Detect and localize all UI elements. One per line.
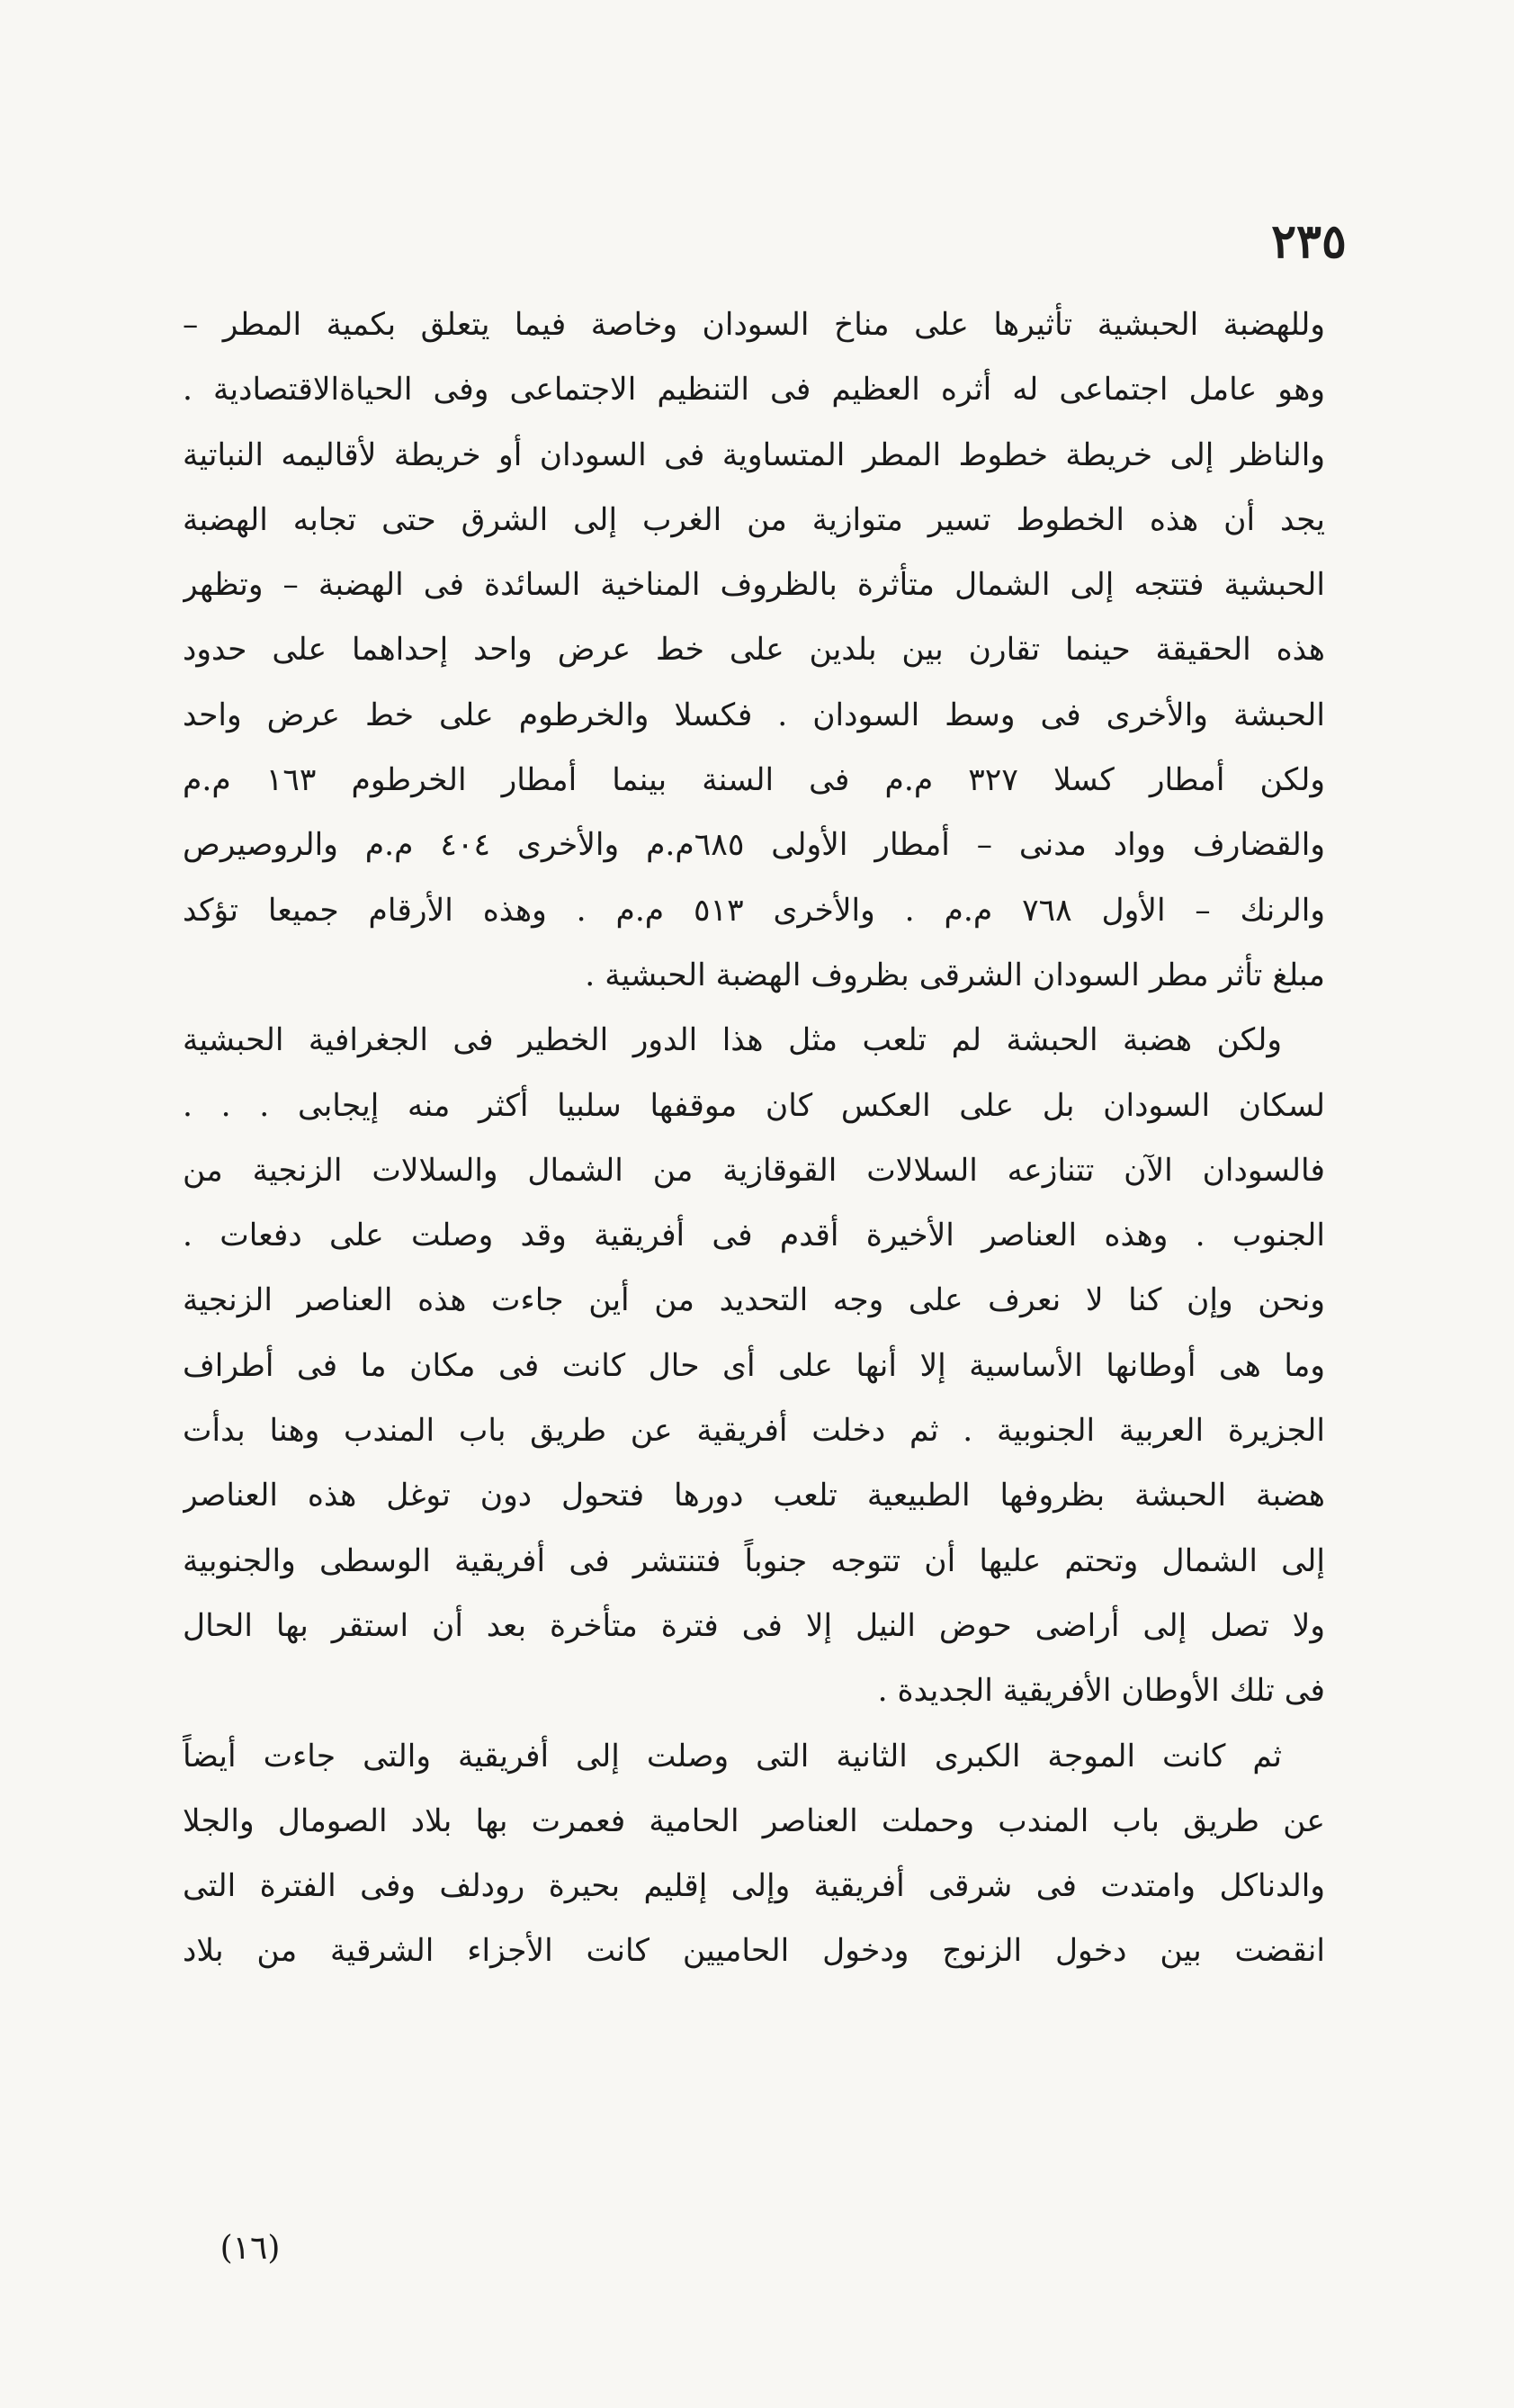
text-line: الجنوب . وهذه العناصر الأخيرة أقدم فى أفريقية وقد وصلت على دفعات . [183, 1217, 1325, 1254]
text-line: فالسودان الآن تتنازعه السلالات القوقازية من الشمال والسلالات الزنجية من [183, 1152, 1325, 1189]
text-line: الحبشة والأخرى فى وسط السودان . فكسلا والخرطوم على خط عرض واحد [183, 696, 1325, 733]
text-line: يجد أن هذه الخطوط تسير متوازية من الغرب إلى الشرق حتى تجابه الهضبة [183, 501, 1325, 538]
text-line: ونحن وإن كنا لا نعرف على وجه التحديد من أين جاءت هذه العناصر الزنجية [183, 1282, 1325, 1319]
text-line: فى تلك الأوطان الأفريقية الجديدة . [877, 1673, 1325, 1710]
text-line: عن طريق باب المندب وحملت العناصر الحامية فعمرت بها بلاد الصومال والجلا [183, 1802, 1325, 1839]
text-line: ثم كانت الموجة الكبرى الثانية التى وصلت إلى أفريقية والتى جاءت أيضاً [183, 1738, 1282, 1775]
text-line: الحبشية فتتجه إلى الشمال متأثرة بالظروف المناخية السائدة فى الهضبة – وتظهر [183, 567, 1325, 604]
text-line: وللهضبة الحبشية تأثيرها على مناخ السودان وخاصة فيما يتعلق بكمية المطر – [183, 307, 1325, 343]
text-line: الجزيرة العربية الجنوبية . ثم دخلت أفريقية عن طريق باب المندب وهنا بدأت [183, 1413, 1325, 1450]
text-line: مبلغ تأثر مطر السودان الشرقى بظروف الهضبة الحبشية . [585, 957, 1325, 993]
page-number: ٢٣٥ [1271, 214, 1347, 269]
text-line: والقضارف وواد مدنى – أمطار الأولى ٦٨٥م.م والأخرى ٤٠٤ م.م والروصيرص [183, 827, 1325, 864]
text-line: والناظر إلى خريطة خطوط المطر المتساوية فى السودان أو خريطة لأقاليمه النباتية [183, 436, 1325, 473]
text-line: انقضت بين دخول الزنوج ودخول الحاميين كانت الأجزاء الشرقية من بلاد [183, 1933, 1325, 1970]
signature-mark: (١٦) [219, 2230, 281, 2267]
text-line: ولكن هضبة الحبشة لم تلعب مثل هذا الدور الخطير فى الجغرافية الحبشية [183, 1022, 1282, 1059]
text-line: والدناكل وامتدت فى شرقى أفريقية وإلى إقليم بحيرة رودلف وفى الفترة التى [183, 1868, 1325, 1905]
text-line: ولا تصل إلى أراضى حوض النيل إلا فى فترة متأخرة بعد أن استقر بها الحال [183, 1607, 1325, 1644]
text-line: إلى الشمال وتحتم عليها أن تتوجه جنوباً فتنتشر فى أفريقية الوسطى والجنوبية [183, 1542, 1325, 1579]
text-line: والرنك – الأول ٧٦٨ م.م . والأخرى ٥١٣ م.م . وهذه الأرقام جميعا تؤكد [183, 892, 1325, 929]
text-line: هضبة الحبشة بظروفها الطبيعية تلعب دورها فتحول دون توغل هذه العناصر [183, 1478, 1325, 1514]
text-line: وهو عامل اجتماعى له أثره العظيم فى التنظيم الاجتماعى وفى الحياةالاقتصادية . [183, 372, 1325, 409]
text-line: لسكان السودان بل على العكس كان موقفها سلبيا أكثر منه إيجابى . . . [183, 1087, 1325, 1124]
text-line: وما هى أوطانها الأساسية إلا أنها على أى حال كانت فى مكان ما فى أطراف [183, 1347, 1325, 1384]
text-line: ولكن أمطار كسلا ٣٢٧ م.م فى السنة بينما أمطار الخرطوم ١٦٣ م.م [183, 762, 1325, 799]
body-text [183, 292, 1325, 1984]
text-line: هذه الحقيقة حينما تقارن بين بلدين على خط عرض واحد إحداهما على حدود [183, 632, 1325, 669]
